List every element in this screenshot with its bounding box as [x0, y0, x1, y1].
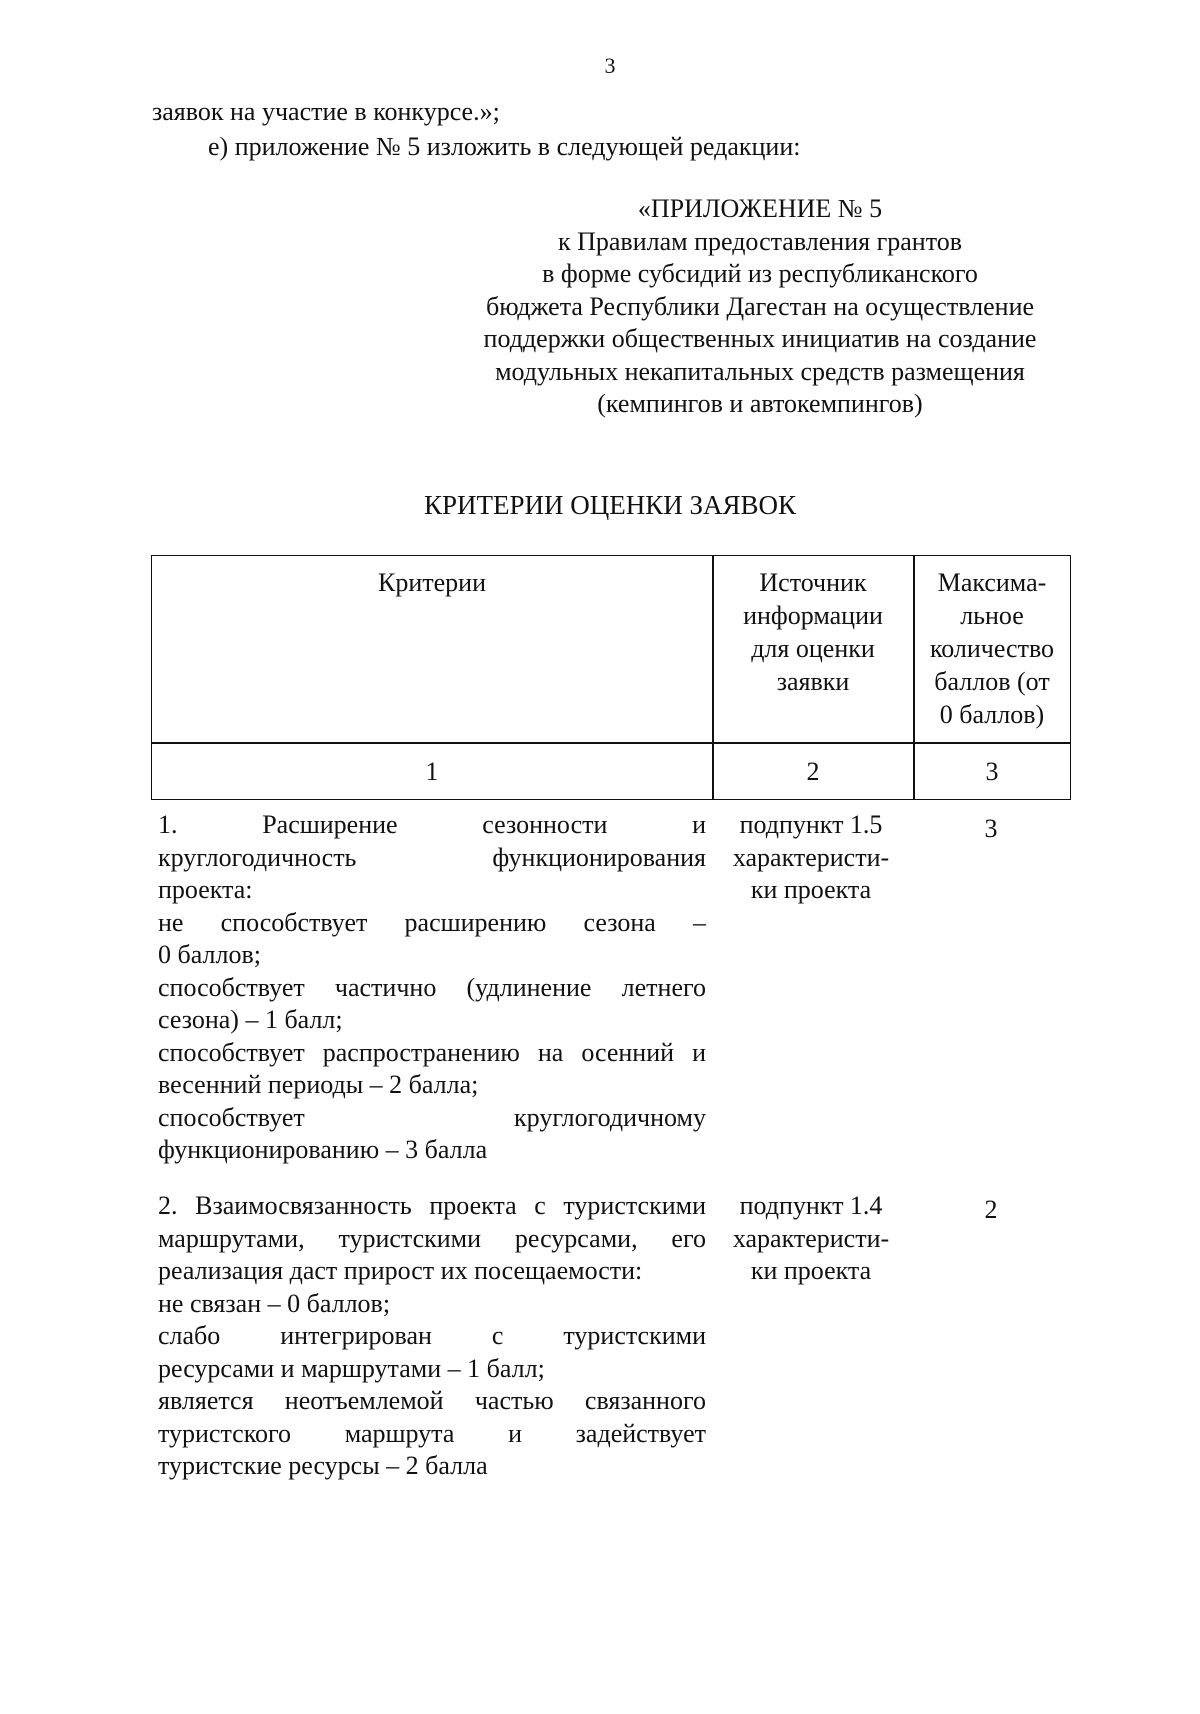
table-row-criterion [158, 1190, 706, 1483]
criterion-line: способствует частично (удлинение летнего [158, 972, 706, 1002]
appendix-heading-block [440, 193, 1080, 421]
criterion-line: маршрутами, туристскими ресурсами, его [158, 1223, 706, 1253]
amendment-instruction: е) приложение № 5 изложить в следующей редакции: [208, 132, 801, 161]
section-title: КРИТЕРИИ ОЦЕНКИ ЗАЯВОК [423, 490, 797, 520]
criterion-line: проекта: [158, 875, 253, 904]
header-points-line: 0 баллов) [939, 700, 1045, 729]
header-points-line: льное [960, 601, 1024, 630]
header-source-line: Источник [759, 568, 867, 597]
criterion-line: функционированию – 3 балла [158, 1135, 488, 1164]
source-line: ки проекта [750, 1256, 872, 1285]
criterion-line: 1. Расширение сезонности и [158, 810, 706, 839]
source-line: ки проекта [750, 875, 872, 904]
criterion-line: способствует круглогодичному [158, 1102, 706, 1132]
source-line: подпункт 1.5 [739, 810, 883, 839]
criterion-line: туристские ресурсы – 2 балла [158, 1451, 488, 1480]
header-max-points [914, 566, 1070, 731]
criterion-line: является неотъемлемой частью связанного [158, 1386, 706, 1415]
table-divider [151, 742, 1071, 744]
table-row-source [716, 1190, 906, 1288]
column-number: 3 [985, 757, 999, 786]
header-source-line: заявки [776, 667, 850, 696]
appendix-line: поддержки общественных инициатив на создание [483, 324, 1037, 353]
source-line: характеристи- [732, 1223, 890, 1253]
appendix-line: модульных некапитальных средств размещения [495, 356, 1025, 386]
column-number: 2 [806, 757, 820, 786]
appendix-line: (кемпингов и автокемпингов) [597, 389, 923, 418]
table-row-points: 3 [984, 814, 998, 843]
criterion-line: способствует распространению на осенний и [158, 1037, 706, 1067]
criterion-line: 0 баллов; [158, 940, 261, 969]
criterion-line: ресурсами и маршрутами – 1 балл; [158, 1353, 545, 1383]
criterion-line: 2. Взаимосвязанность проекта с туристскими [158, 1191, 706, 1220]
header-points-line: баллов (от [934, 667, 1050, 696]
criterion-line: слабо интегрирован с туристскими [158, 1321, 706, 1350]
criterion-line: реализация даст прирост их посещаемости: [158, 1256, 643, 1285]
table-row-criterion [158, 809, 706, 1167]
column-number: 1 [425, 757, 439, 786]
criterion-line: сезона) – 1 балл; [158, 1005, 343, 1034]
page-number: 3 [604, 53, 616, 78]
header-source [713, 566, 913, 698]
appendix-line: «ПРИЛОЖЕНИЕ № 5 [637, 194, 883, 223]
intro-text-line: заявок на участие в конкурсе.»; [152, 97, 500, 126]
header-points-line: количество [929, 634, 1055, 663]
header-source-line: информации [743, 601, 883, 630]
source-line: характеристи- [732, 842, 890, 872]
criterion-line: не способствует расширению сезона – [158, 907, 706, 937]
header-criteria: Критерии [378, 568, 486, 597]
source-line: подпункт 1.4 [739, 1191, 883, 1220]
criterion-line: не связан – 0 баллов; [158, 1288, 391, 1318]
appendix-line: в форме субсидий из республиканского [542, 259, 978, 288]
appendix-line: бюджета Республики Дагестан на осуществление [485, 291, 1035, 321]
criterion-line: весенний периоды – 2 балла; [158, 1070, 479, 1099]
header-source-line: для оценки [751, 634, 875, 663]
table-row-points: 2 [984, 1195, 998, 1224]
appendix-line: к Правилам предоставления грантов [557, 226, 962, 256]
criterion-line: круглогодичность функционирования [158, 842, 706, 872]
table-row-source [716, 809, 906, 907]
criterion-line: туристского маршрута и задействует [158, 1418, 706, 1448]
header-points-line: Максима- [937, 568, 1047, 597]
